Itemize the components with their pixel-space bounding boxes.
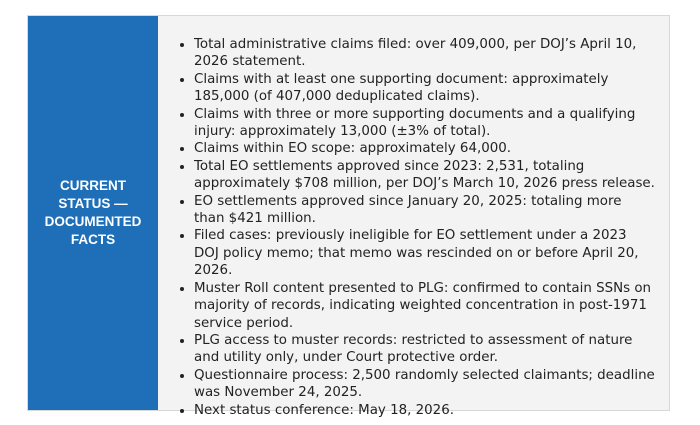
- fact-item: • Next status conference: May 18, 2026.: [194, 402, 655, 419]
- fact-item: • Claims with three or more supporting documents and a qualifying injury: approximately 13,000 (±3% of total).: [194, 106, 655, 141]
- fact-item: • Total EO settlements approved since 2023: 2,531, totaling approximately $708 million, per DOJ’s March 10, 2026 press release.: [194, 158, 655, 193]
- section-label: CURRENT STATUS — DOCUMENTED FACTS: [44, 178, 142, 247]
- fact-item: • Claims within EO scope: approximately 64,000.: [194, 140, 655, 157]
- facts-cell: [158, 16, 669, 418]
- fact-item: • Questionnaire process: 2,500 randomly selected claimants; deadline was November 24, 2025.: [194, 367, 655, 402]
- section-label-cell: [28, 16, 158, 410]
- status-card: [27, 15, 670, 418]
- fact-item: • Muster Roll content presented to PLG: confirmed to contain SSNs on majority of records, indicating weighted concentration in post-1971 service period.: [194, 280, 655, 332]
- fact-item: • Total administrative claims filed: over 409,000, per DOJ’s April 10, 2026 statement.: [194, 36, 655, 71]
- fact-item: • Filed cases: previously ineligible for EO settlement under a 2023 DOJ policy memo; that memo was rescinded on or before April 20, 2026.: [194, 227, 655, 279]
- fact-item: • Claims with at least one supporting document: approximately 185,000 (of 407,000 deduplicated claims).: [194, 71, 655, 106]
- facts-list: [176, 36, 655, 419]
- fact-item: • EO settlements approved since January 20, 2025: totaling more than $421 million.: [194, 193, 655, 228]
- fact-item: • PLG access to muster records: restricted to assessment of nature and utility only, under Court protective order.: [194, 332, 655, 367]
